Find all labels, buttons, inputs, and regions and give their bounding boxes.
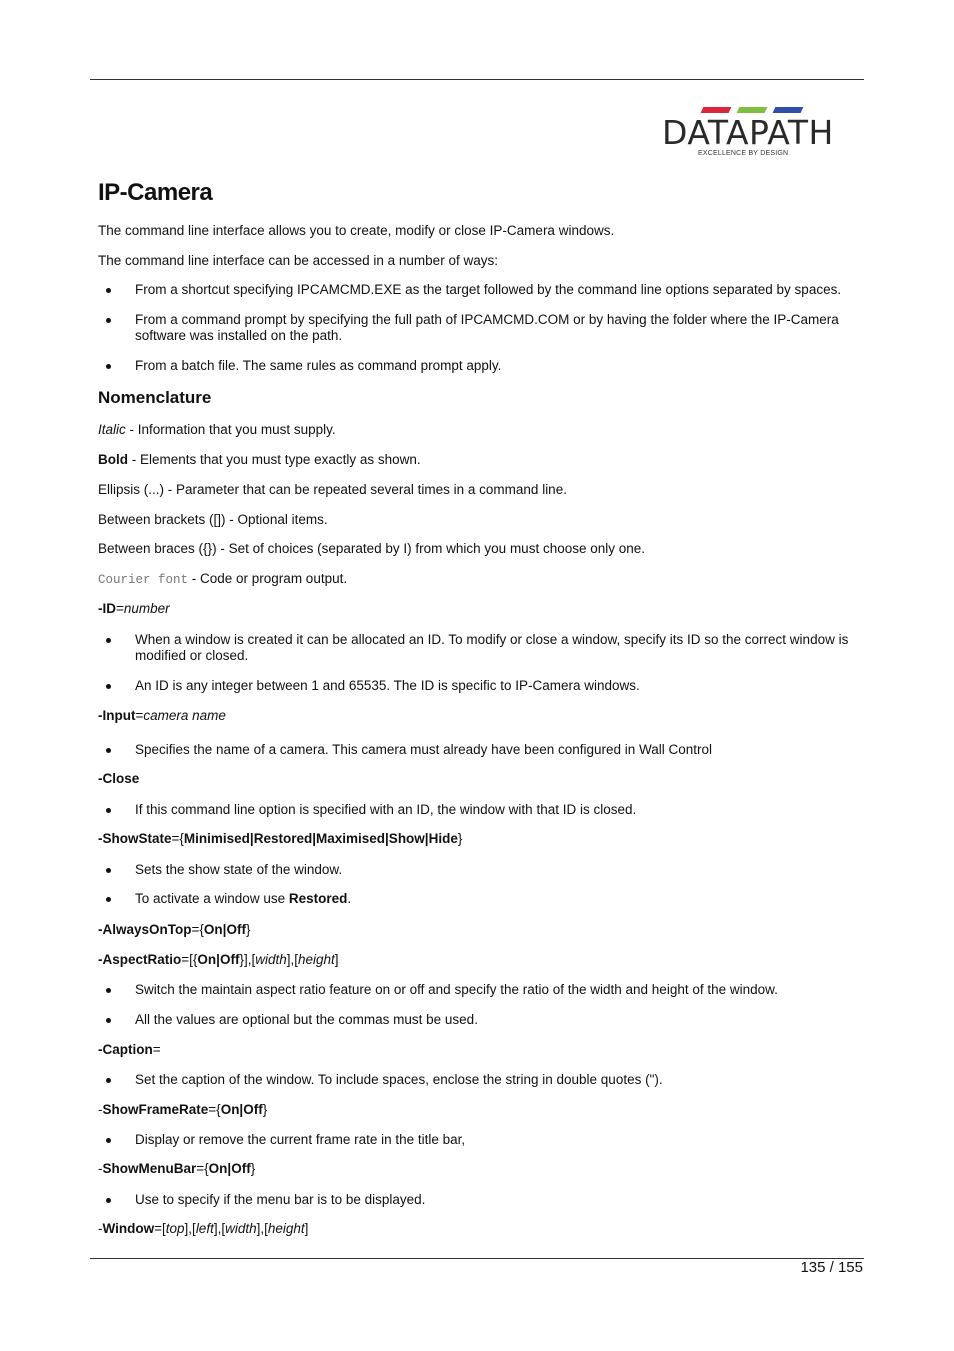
list-item: All the values are optional but the commas must be used. (120, 1012, 850, 1028)
option-aspectratio: -AspectRatio=[{On|Off}],[width],[height] (98, 952, 339, 967)
list-item: From a command prompt by specifying the full path of IPCAMCMD.COM or by having the folder where the IP-Camera software was installed on the path. (120, 312, 850, 344)
option-id: -ID=number (98, 601, 170, 616)
list-item: Switch the maintain aspect ratio feature on or off and specify the ratio of the width and height of the window. (120, 982, 850, 998)
option-caption: -Caption= (98, 1042, 161, 1057)
option-showstate: -ShowState={Minimised|Restored|Maximised|Show|Hide} (98, 831, 463, 846)
intro-paragraph-2: The command line interface can be accessed in a number of ways: (98, 253, 498, 268)
logo-wordmark: DATAPATH (662, 113, 834, 152)
nomenclature-braces: Between braces ({}) - Set of choices (separated by I) from which you must choose only one. (98, 541, 646, 556)
logo-tagline: EXCELLENCE BY DESIGN (698, 150, 789, 157)
nomenclature-bold: Bold - Elements that you must type exactly as shown. (98, 452, 421, 467)
option-window: -Window=[top],[left],[width],[height] (98, 1221, 309, 1236)
option-close: -Close (98, 771, 140, 786)
list-item: Specifies the name of a camera. This camera must already have been configured in Wall Control (120, 742, 850, 758)
list-item: From a shortcut specifying IPCAMCMD.EXE as the target followed by the command line options separated by spaces. (120, 282, 850, 298)
intro-paragraph-1: The command line interface allows you to create, modify or close IP-Camera windows. (98, 223, 615, 238)
list-item: To activate a window use Restored. (120, 891, 850, 907)
list-item: An ID is any integer between 1 and 65535. The ID is specific to IP-Camera windows. (120, 678, 850, 694)
option-input: -Input=camera name (98, 708, 226, 723)
nomenclature-ellipsis: Ellipsis (...) - Parameter that can be repeated several times in a command line. (98, 482, 567, 497)
option-alwaysontop: -AlwaysOnTop={On|Off} (98, 922, 251, 937)
list-item: Display or remove the current frame rate in the title bar, (120, 1132, 850, 1148)
header-rule (90, 79, 864, 80)
list-item: From a batch file. The same rules as command prompt apply. (120, 358, 850, 374)
list-item: Use to specify if the menu bar is to be displayed. (120, 1192, 850, 1208)
option-showframerate: -ShowFrameRate={On|Off} (98, 1102, 268, 1117)
page-title: IP-Camera (98, 179, 213, 206)
footer-rule (90, 1258, 864, 1259)
page-number: 135 / 155 (800, 1259, 863, 1276)
list-item: Sets the show state of the window. (120, 862, 850, 878)
nomenclature-italic: Italic - Information that you must supply. (98, 422, 336, 437)
nomenclature-courier: Courier font - Code or program output. (98, 571, 348, 587)
datapath-logo (662, 107, 834, 159)
section-heading-nomenclature: Nomenclature (98, 388, 212, 407)
list-item: When a window is created it can be allocated an ID. To modify or close a window, specify its ID so the correct window is modified or closed. (120, 632, 850, 664)
nomenclature-brackets: Between brackets ([]) - Optional items. (98, 512, 328, 527)
list-item: If this command line option is specified with an ID, the window with that ID is closed. (120, 802, 850, 818)
list-item: Set the caption of the window. To include spaces, enclose the string in double quotes ("). (120, 1072, 850, 1088)
option-showmenubar: -ShowMenuBar={On|Off} (98, 1161, 256, 1176)
